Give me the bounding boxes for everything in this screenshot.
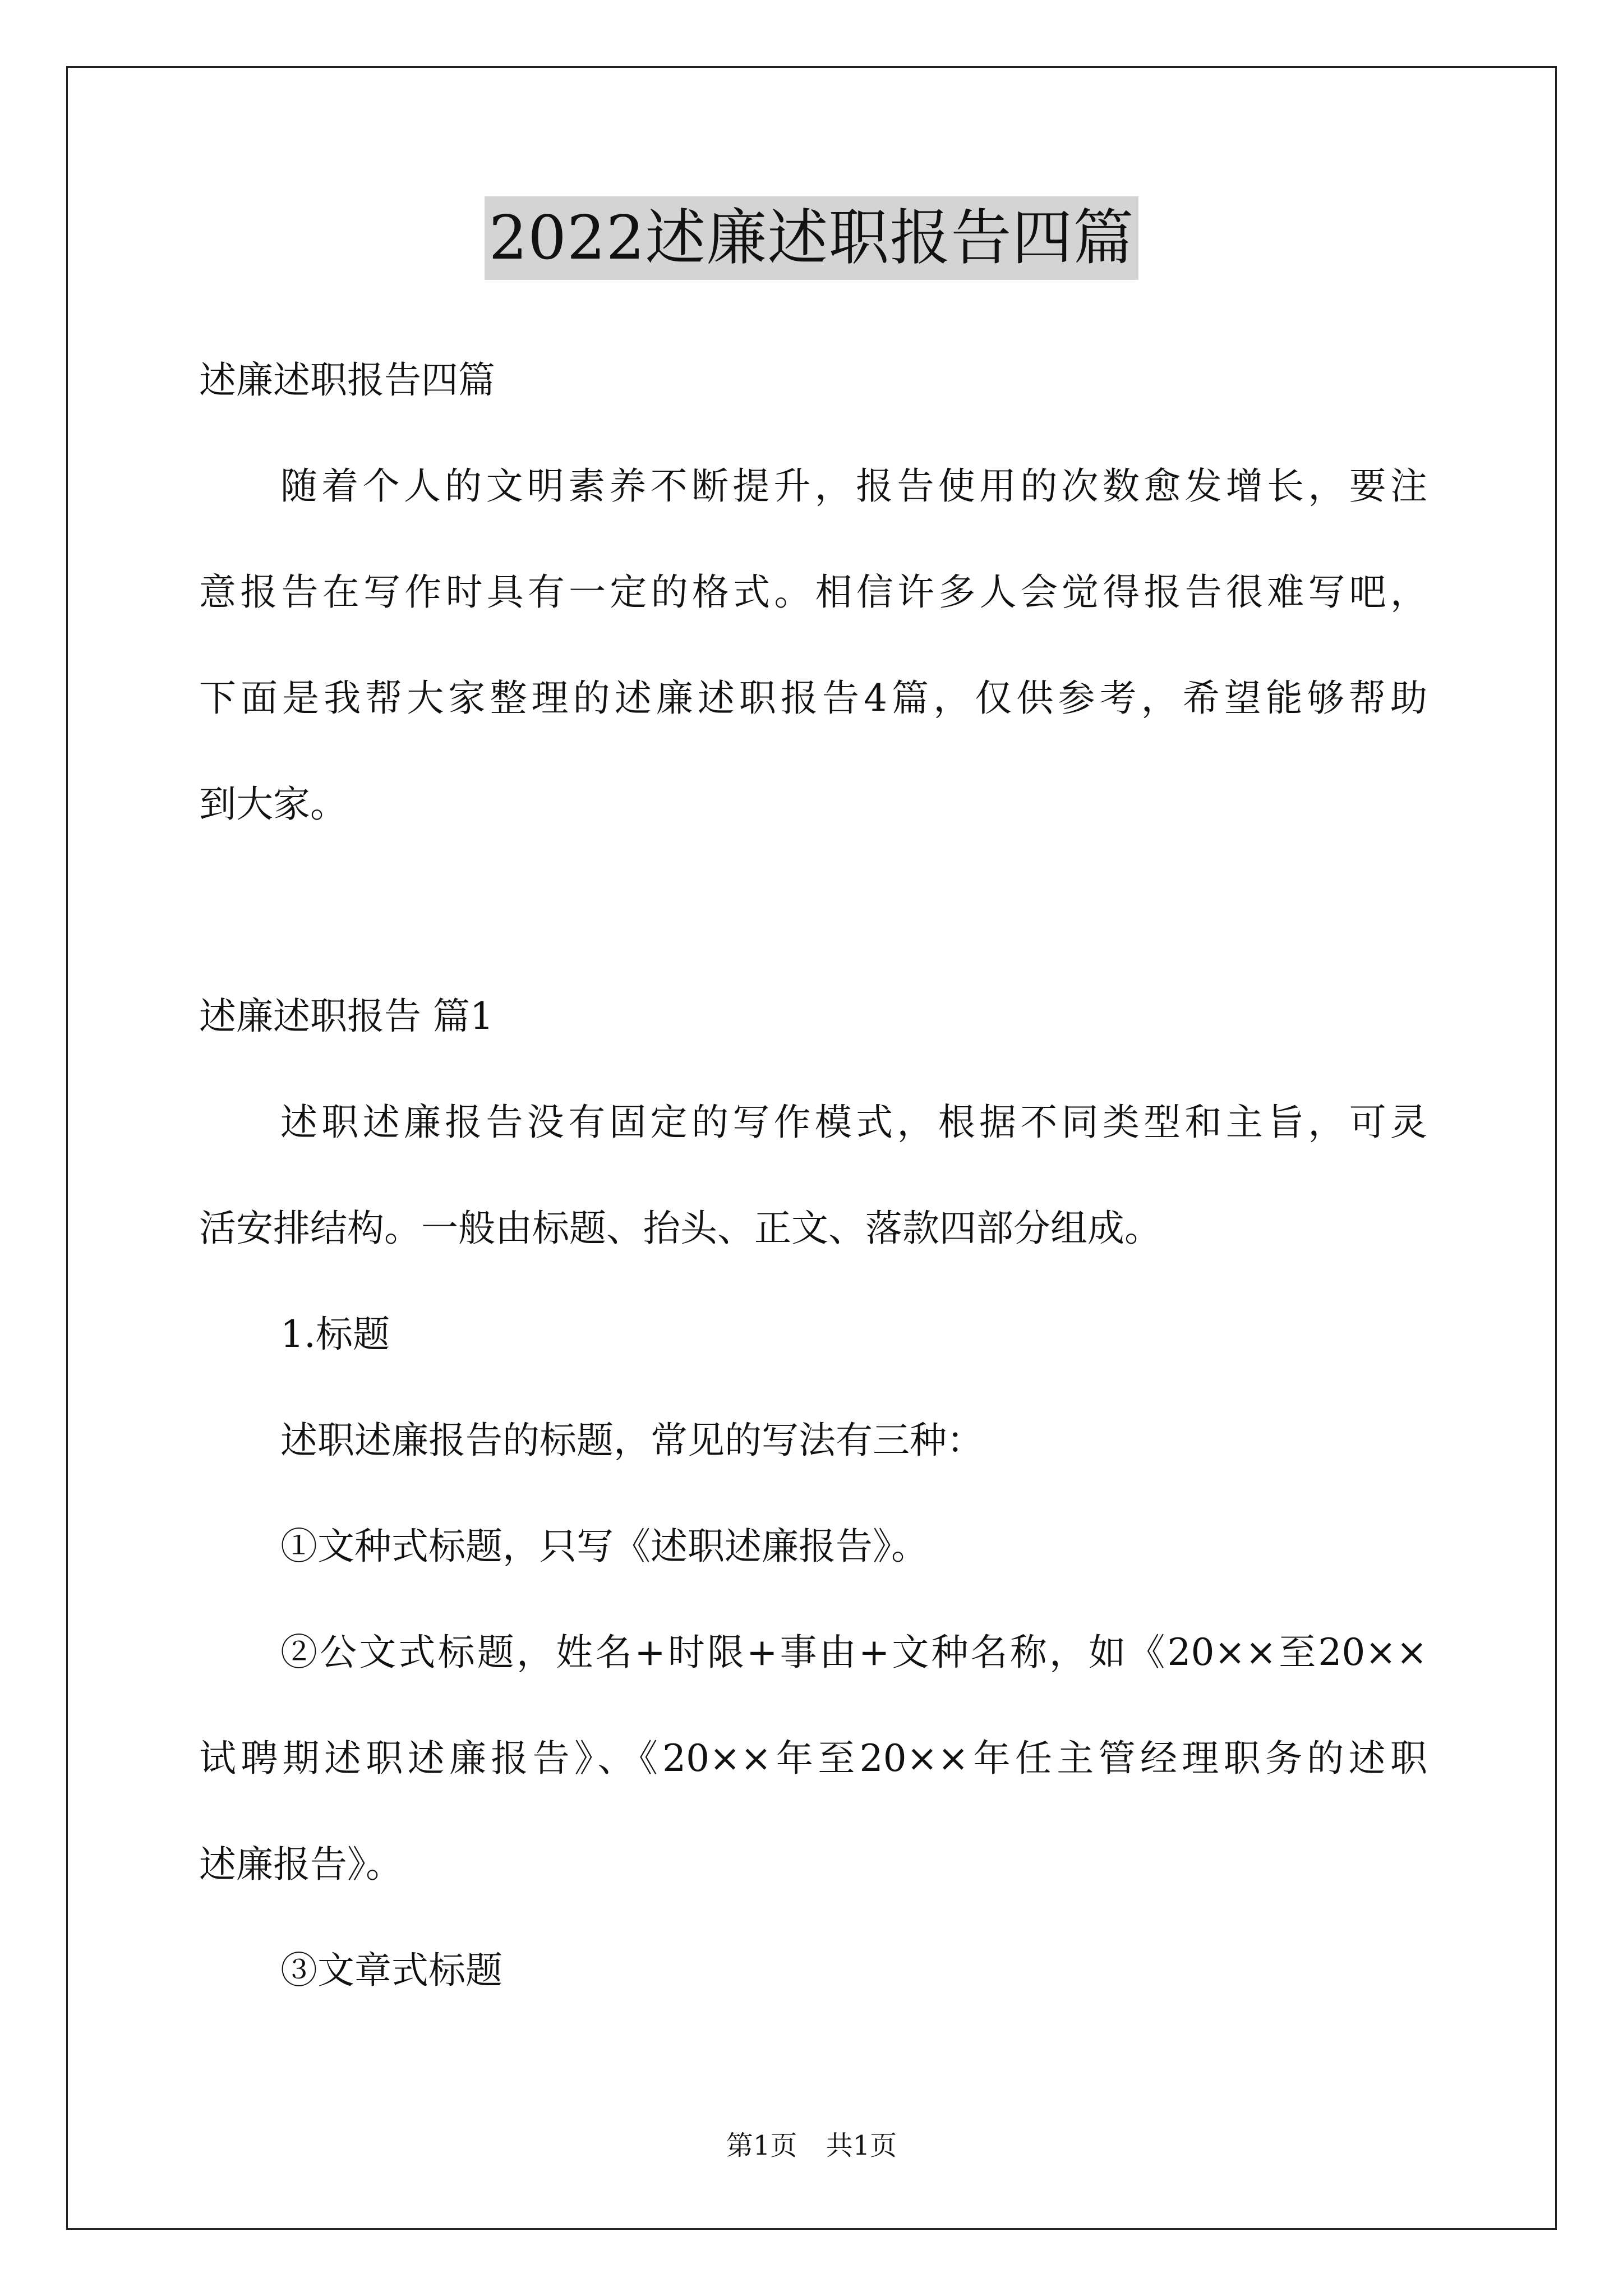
page-total: 共1页 xyxy=(826,2130,897,2161)
subheading-line: 1.标题 xyxy=(280,1313,390,1356)
paragraph-line: ②公文式标题，姓名+时限+事由+文种名称，如《20××至20×× xyxy=(280,1631,1427,1674)
paragraph-line: 意报告在写作时具有一定的格式。相信许多人会觉得报告很难写吧， xyxy=(199,570,1427,614)
document-title: 2022述廉述职报告四篇 xyxy=(485,196,1139,280)
paragraph-line: 活安排结构。一般由标题、抬头、正文、落款四部分组成。 xyxy=(199,1207,1161,1250)
paragraph-line: 述职述廉报告没有固定的写作模式，根据不同类型和主旨，可灵 xyxy=(280,1101,1427,1144)
section-heading: 述廉述职报告 篇1 xyxy=(199,995,494,1038)
paragraph-line: 随着个人的文明素养不断提升，报告使用的次数愈发增长，要注 xyxy=(280,464,1427,508)
paragraph-line: ③文章式标题 xyxy=(280,1949,502,1992)
page-number: 第1页 xyxy=(726,2130,797,2161)
subtitle-line: 述廉述职报告四篇 xyxy=(199,358,495,402)
paragraph-line: 述职述廉报告的标题，常见的写法有三种： xyxy=(280,1419,984,1462)
paragraph-line: 试聘期述职述廉报告》、《20××年至20××年任主管经理职务的述职 xyxy=(199,1737,1427,1780)
page-footer xyxy=(0,2129,1623,2162)
paragraph-line: 下面是我帮大家整理的述廉述职报告4篇，仅供参考，希望能够帮助 xyxy=(199,677,1427,720)
paragraph-line: 到大家。 xyxy=(199,783,347,826)
paragraph-line: 述廉报告》。 xyxy=(199,1843,403,1886)
title-container xyxy=(0,196,1623,280)
paragraph-line: ①文种式标题，只写《述职述廉报告》。 xyxy=(280,1525,928,1568)
